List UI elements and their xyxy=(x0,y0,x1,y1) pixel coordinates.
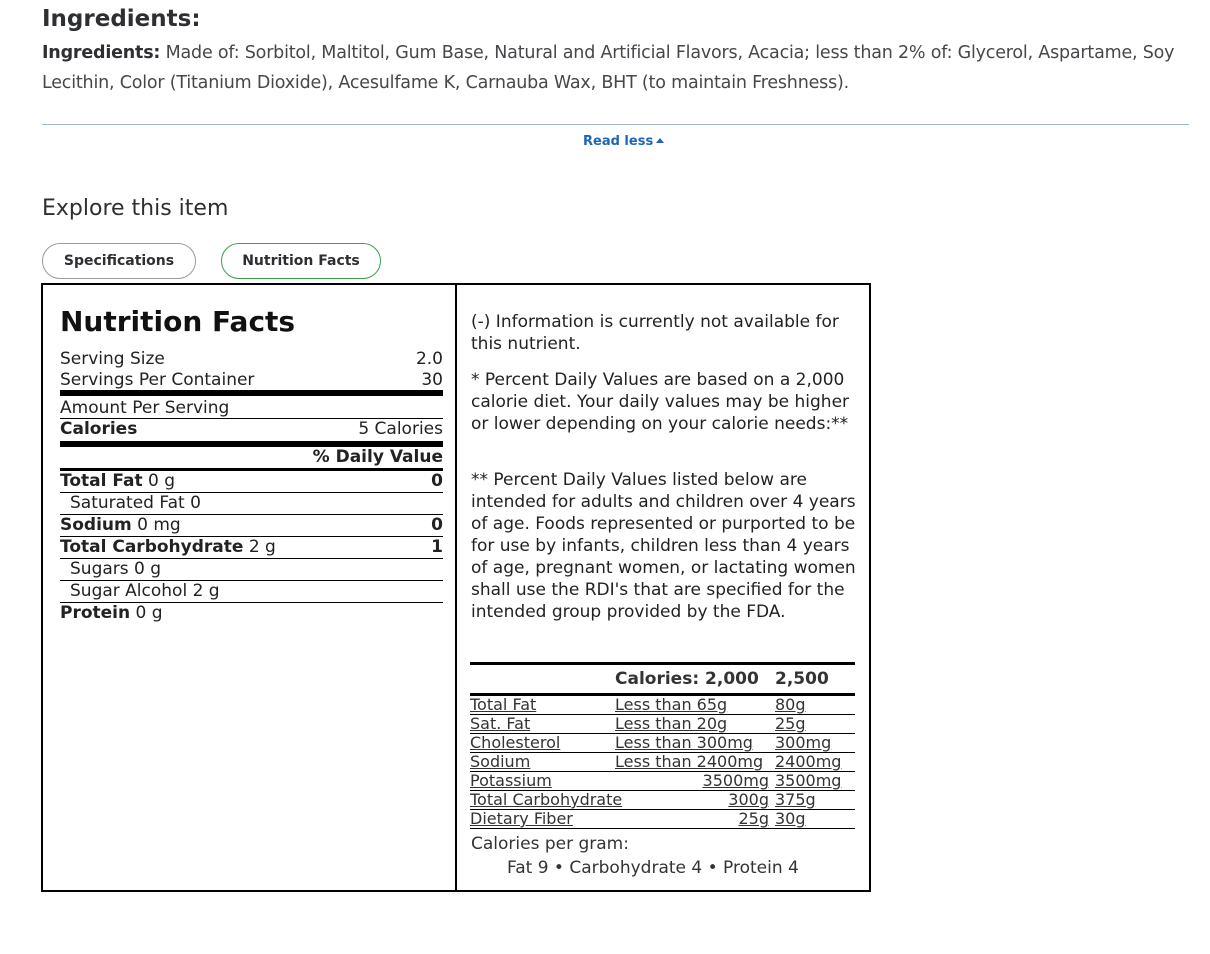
dv-row-2000: Less than 20g xyxy=(615,714,728,733)
dv-table-row xyxy=(470,696,855,715)
dv-table-row xyxy=(470,772,855,791)
nutrient-dv: 0 xyxy=(431,471,443,491)
daily-value-header: % Daily Value xyxy=(312,447,443,467)
dv-row-2000: Less than 2400mg xyxy=(615,752,764,771)
serving-size-value: 2.0 xyxy=(415,349,443,369)
serving-info xyxy=(60,349,443,624)
nutrient-name: Sodium xyxy=(60,515,132,535)
servings-label: Servings Per Container xyxy=(60,370,255,390)
dv-row-name: Potassium xyxy=(470,771,552,790)
calories-label: Calories xyxy=(60,419,138,439)
nutrient-name: Protein xyxy=(60,603,131,623)
nutrition-facts-panel xyxy=(41,283,457,892)
nutrient-row xyxy=(60,581,443,603)
dv-table-row xyxy=(470,791,855,810)
nutrient-row xyxy=(60,537,443,559)
nutrient-name: Sugar Alcohol xyxy=(70,581,188,601)
serving-size-label: Serving Size xyxy=(60,349,165,369)
dv-table-row xyxy=(470,753,855,772)
daily-value-table xyxy=(470,662,855,829)
dv-table-row xyxy=(470,734,855,753)
percent-dv-note: * Percent Daily Values are based on a 2,000 calorie diet. Your daily values may be higher or lower depending on your calorie needs:** xyxy=(471,370,850,434)
dv-row-name: Sat. Fat xyxy=(470,714,531,733)
adults-note: ** Percent Daily Values listed below are intended for adults and children over 4 years of age. Foods represented or purported to be for use by infants, children less than 4 years of age, pregnant women, or lactating women shall use the RDI's that are specified for the intended group provided by the FDA. xyxy=(471,470,856,622)
nutrition-title: Nutrition Facts xyxy=(60,305,296,338)
nutrient-row xyxy=(60,603,443,624)
ingredients-heading: Ingredients: xyxy=(42,6,201,32)
amount-per-serving: Amount Per Serving xyxy=(60,398,230,418)
dv-row-2500: 80g xyxy=(775,695,806,714)
calories-per-gram-values: Fat 9 • Carbohydrate 4 • Protein 4 xyxy=(507,858,799,878)
caret-up-icon xyxy=(656,138,664,143)
read-less-link[interactable] xyxy=(583,134,664,149)
calories-per-gram xyxy=(471,832,799,880)
nutrient-row xyxy=(60,471,443,493)
nutrient-amount: 0 g xyxy=(135,603,163,623)
dv-row-2000: Less than 300mg xyxy=(615,733,753,752)
tab-specifications[interactable]: Specifications xyxy=(42,243,196,279)
dv-row-2500: 2400mg xyxy=(775,752,842,771)
nutrient-amount: 0 xyxy=(190,493,201,513)
dv-table-row xyxy=(470,810,855,829)
dv-row-2500: 300mg xyxy=(775,733,832,752)
nutrient-amount: 0 g xyxy=(134,559,162,579)
dv-row-name: Cholesterol xyxy=(470,733,561,752)
nutrient-name: Sugars xyxy=(70,559,129,579)
nutrient-amount: 2 g xyxy=(248,537,276,557)
dv-row-2000: 3500mg xyxy=(702,771,769,790)
dv-table-header xyxy=(470,662,855,696)
dv-row-name: Total Carbohydrate xyxy=(470,790,623,809)
nutrient-name: Saturated Fat xyxy=(70,493,185,513)
nutrient-name: Total Carbohydrate xyxy=(60,537,244,557)
dv-table-row xyxy=(470,715,855,734)
dv-row-name: Total Fat xyxy=(470,695,537,714)
dv-row-name: Sodium xyxy=(470,752,531,771)
dv-header-2000: Calories: 2,000 xyxy=(615,669,759,689)
read-less-label: Read less xyxy=(583,134,654,149)
dv-row-2000: 300g xyxy=(728,790,769,809)
unavailable-note: (-) Information is currently not available for this nutrient. xyxy=(471,312,839,354)
dv-row-2500: 25g xyxy=(775,714,806,733)
nutrient-amount: 2 g xyxy=(192,581,220,601)
nutrient-row xyxy=(60,559,443,581)
dv-row-name: Dietary Fiber xyxy=(470,809,573,828)
ingredients-text xyxy=(42,38,1192,98)
nutrient-amount: 0 g xyxy=(147,471,175,491)
dv-header-2500: 2,500 xyxy=(775,669,829,689)
nutrient-amount: 0 mg xyxy=(137,515,181,535)
nutrition-notes-panel xyxy=(455,283,871,892)
dv-row-2500: 3500mg xyxy=(775,771,842,790)
ingredients-label: Ingredients: xyxy=(42,43,161,63)
dv-row-2000: 25g xyxy=(738,809,769,828)
nutrient-dv: 0 xyxy=(431,515,443,535)
dv-row-2500: 30g xyxy=(775,809,806,828)
nutrient-row xyxy=(60,515,443,537)
servings-value: 30 xyxy=(421,370,443,390)
nutrient-name: Total Fat xyxy=(60,471,143,491)
ingredients-list: Made of: Sorbitol, Maltitol, Gum Base, Natural and Artificial Flavors, Acacia; less than 2% of: Glycerol, Aspartame, Soy Lecithin, Color (Titanium Dioxide), Acesulfame K, Carnauba Wax, BHT (to maintain Freshness). xyxy=(42,43,1175,93)
nutrient-dv: 1 xyxy=(431,537,443,557)
calories-per-gram-label: Calories per gram: xyxy=(471,834,629,854)
explore-title: Explore this item xyxy=(42,196,229,221)
dv-row-2500: 375g xyxy=(775,790,816,809)
calories-value: 5 Calories xyxy=(358,419,443,439)
divider xyxy=(42,124,1189,125)
dv-row-2000: Less than 65g xyxy=(615,695,728,714)
nutrient-row xyxy=(60,493,443,515)
tab-nutrition-facts[interactable]: Nutrition Facts xyxy=(221,243,381,279)
